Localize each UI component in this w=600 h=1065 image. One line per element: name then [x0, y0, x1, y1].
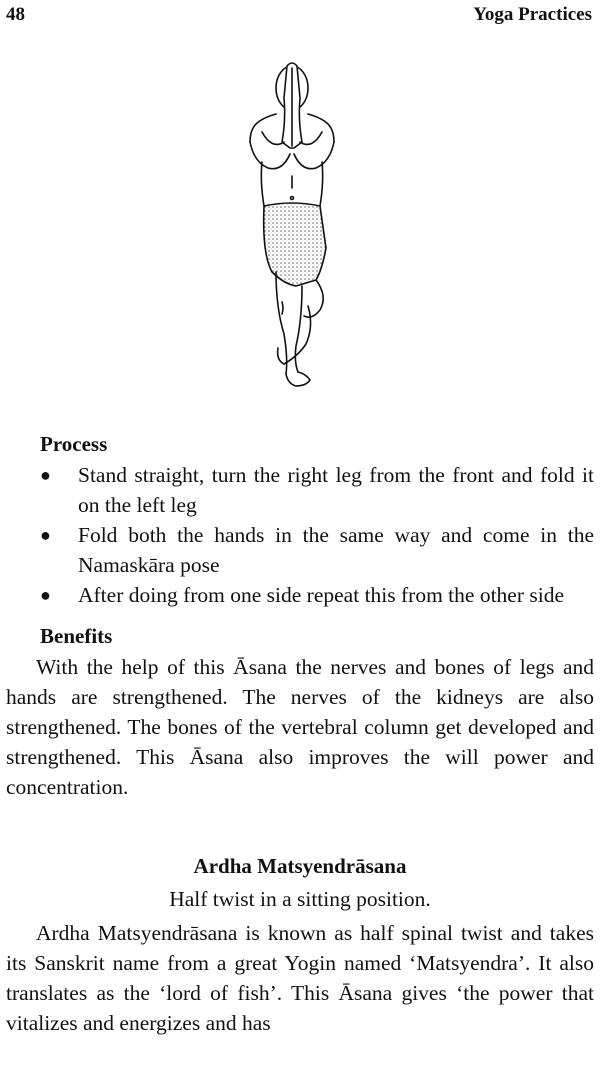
list-item: ● Stand straight, turn the right leg from the front and fold it on the left leg — [0, 460, 600, 520]
asana-title: Ardha Matsyendrāsana — [193, 854, 407, 878]
page-header — [0, 4, 600, 32]
benefits-heading: Benefits — [40, 624, 113, 648]
asana-subtitle: Half twist in a sitting position. — [169, 887, 431, 911]
eagle-pose-illustration — [232, 58, 352, 392]
bullet-icon: ● — [40, 525, 51, 545]
process-list — [0, 460, 600, 610]
process-heading: Process — [40, 432, 108, 456]
page-body — [0, 428, 600, 1038]
asana-paragraph: Ardha Matsyendrāsana is known as half spinal twist and takes its Sanskrit name from a great Yogin named ‘Matsyendra’. It also translates as the ‘lord of fish’. This Āsana gives ‘the power that vitalizes and energizes and has — [6, 921, 594, 1035]
list-item: ● Fold both the hands in the same way and come in the Namaskāra pose — [0, 520, 600, 580]
running-title: Yoga Practices — [473, 4, 592, 25]
list-item: ● After doing from one side repeat this from the other side — [0, 580, 600, 610]
bullet-icon: ● — [40, 465, 51, 485]
page-number: 48 — [6, 4, 25, 25]
benefits-paragraph: With the help of this Āsana the nerves and bones of legs and hands are strengthened. The nerves of the kidneys are also strengthened. The bones of the vertebral column get developed and strengthened. This Āsana also improves the will power and concentration. — [6, 655, 594, 799]
bullet-icon: ● — [40, 585, 51, 605]
